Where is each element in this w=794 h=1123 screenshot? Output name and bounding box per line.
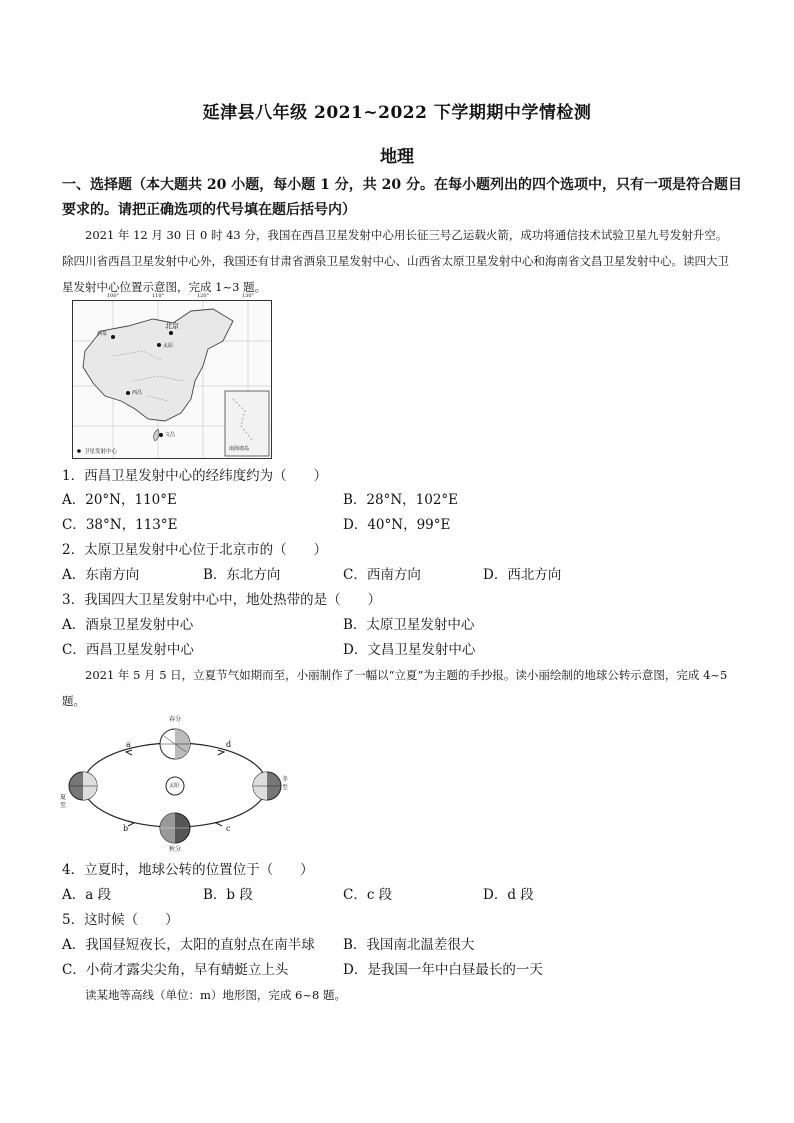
q5-option-a[interactable]: A．我国昼短夜长，太阳的直射点在南半球 — [62, 937, 315, 953]
label-autumn-equinox: 秋分 — [169, 846, 182, 853]
wenchang-marker — [159, 433, 163, 437]
label-sun: 太阳 — [169, 783, 180, 789]
label-xichang: 西昌 — [132, 390, 143, 396]
q3-option-c[interactable]: C．西昌卫星发射中心 — [62, 642, 194, 658]
earth-spring — [160, 729, 190, 759]
segment-a-label: a — [126, 740, 131, 749]
q1-stem: 1．西昌卫星发射中心的经纬度约为（ ） — [62, 468, 328, 484]
label-wenchang: 文昌 — [165, 432, 176, 438]
passage-lixia: 2021 年 5 月 5 日，立夏节气如期而至，小丽制作了一幅以“立夏”为主题的手抄报。读小丽绘制的地球公转示意图，完成 4~5 题。 — [62, 668, 728, 708]
segment-c-label: c — [226, 824, 231, 833]
q4-stem: 4．立夏时，地球公转的位置位于（ ） — [62, 862, 314, 878]
q4-option-a[interactable]: A．a 段 — [62, 887, 112, 903]
q1-option-b[interactable]: B．28°N，102°E — [343, 492, 459, 508]
jiuquan-marker — [111, 335, 115, 339]
q3-option-a[interactable]: A．酒泉卫星发射中心 — [62, 617, 194, 633]
earth-orbit-diagram — [60, 716, 290, 855]
arrow-b — [128, 821, 134, 826]
lon-label-110: 110° — [152, 293, 165, 299]
segment-d-label: d — [226, 740, 232, 749]
exam-title: 延津县八年级 2021~2022 下学期期中学情检测 — [202, 103, 592, 123]
q5-stem: 5．这时候（ ） — [62, 912, 179, 928]
q3-option-d[interactable]: D．文昌卫星发射中心 — [343, 642, 476, 658]
q2-option-c[interactable]: C．西南方向 — [343, 567, 421, 583]
q2-option-a[interactable]: A．东南方向 — [62, 567, 140, 583]
q4-option-c[interactable]: C．c 段 — [343, 887, 393, 903]
arrow-c — [216, 821, 222, 826]
legend-marker — [77, 449, 81, 453]
china-outline — [83, 309, 233, 421]
passage-contour: 读某地等高线（单位：m）地形图，完成 6~8 题。 — [85, 988, 346, 1002]
beijing-marker — [169, 331, 173, 335]
subject-title: 地理 — [380, 147, 414, 167]
lon-label-120: 120° — [197, 293, 210, 299]
lon-label-130: 130° — [242, 293, 255, 299]
label-winter-solstice: 冬至 — [282, 776, 289, 791]
map-legend-text: 卫星发射中心 — [84, 449, 118, 455]
q1-option-d[interactable]: D．40°N，99°E — [343, 517, 451, 533]
q2-option-d[interactable]: D．西北方向 — [483, 567, 562, 583]
segment-b-label: b — [123, 824, 129, 833]
xichang-marker — [126, 391, 130, 395]
taiyuan-marker — [157, 343, 161, 347]
label-spring-equinox: 春分 — [169, 716, 182, 723]
q5-option-b[interactable]: B．我国南北温差很大 — [343, 937, 475, 953]
q5-option-d[interactable]: D．是我国一年中白昼最长的一天 — [343, 962, 543, 978]
q3-option-b[interactable]: B．太原卫星发射中心 — [343, 617, 475, 633]
arrow-d — [218, 750, 224, 755]
passage-launch-centers: 2021 年 12 月 30 日 0 时 43 分，我国在西昌卫星发射中心用长征三号乙运载火箭，成功将通信技术试验卫星九号发射升空。除四川省西昌卫星发射中心外，我国还有甘肃省酒泉卫星发射中心、山西省太原卫星发射中心和海南省文昌卫星发射中心。读四大卫星发射中心位置示意图，完成 1~3 题。 — [62, 228, 729, 294]
section-heading: 一、选择题（本大题共 20 小题，每小题 1 分，共 20 分。在每小题列出的四个选项中，只有一项是符合题目要求的。请把正确选项的代号填在题后括号内） — [62, 177, 742, 218]
q2-stem: 2．太原卫星发射中心位于北京市的（ ） — [62, 542, 328, 558]
earth-winter — [253, 772, 281, 800]
label-beijing: 北京 — [165, 322, 179, 330]
q1-option-c[interactable]: C．38°N，113°E — [62, 517, 178, 533]
q4-option-d[interactable]: D．d 段 — [483, 887, 534, 903]
q1-option-a[interactable]: A．20°N，110°E — [62, 492, 177, 508]
earth-autumn — [160, 813, 190, 843]
arrow-a — [126, 750, 132, 755]
label-jiuquan: 酒泉 — [97, 331, 108, 337]
earth-summer — [69, 772, 97, 800]
inset-label: 南海诸岛 — [229, 446, 250, 452]
q3-stem: 3．我国四大卫星发射中心中，地处热带的是（ ） — [62, 592, 382, 608]
label-taiyuan: 太原 — [163, 343, 174, 349]
q2-option-b[interactable]: B．东北方向 — [203, 567, 281, 583]
label-summer-solstice: 夏至 — [60, 794, 67, 809]
q5-option-c[interactable]: C．小荷才露尖尖角，早有蜻蜓立上头 — [62, 962, 289, 978]
launch-center-map — [72, 293, 272, 459]
q4-option-b[interactable]: B．b 段 — [203, 887, 253, 903]
lon-label-100: 100° — [107, 293, 120, 299]
